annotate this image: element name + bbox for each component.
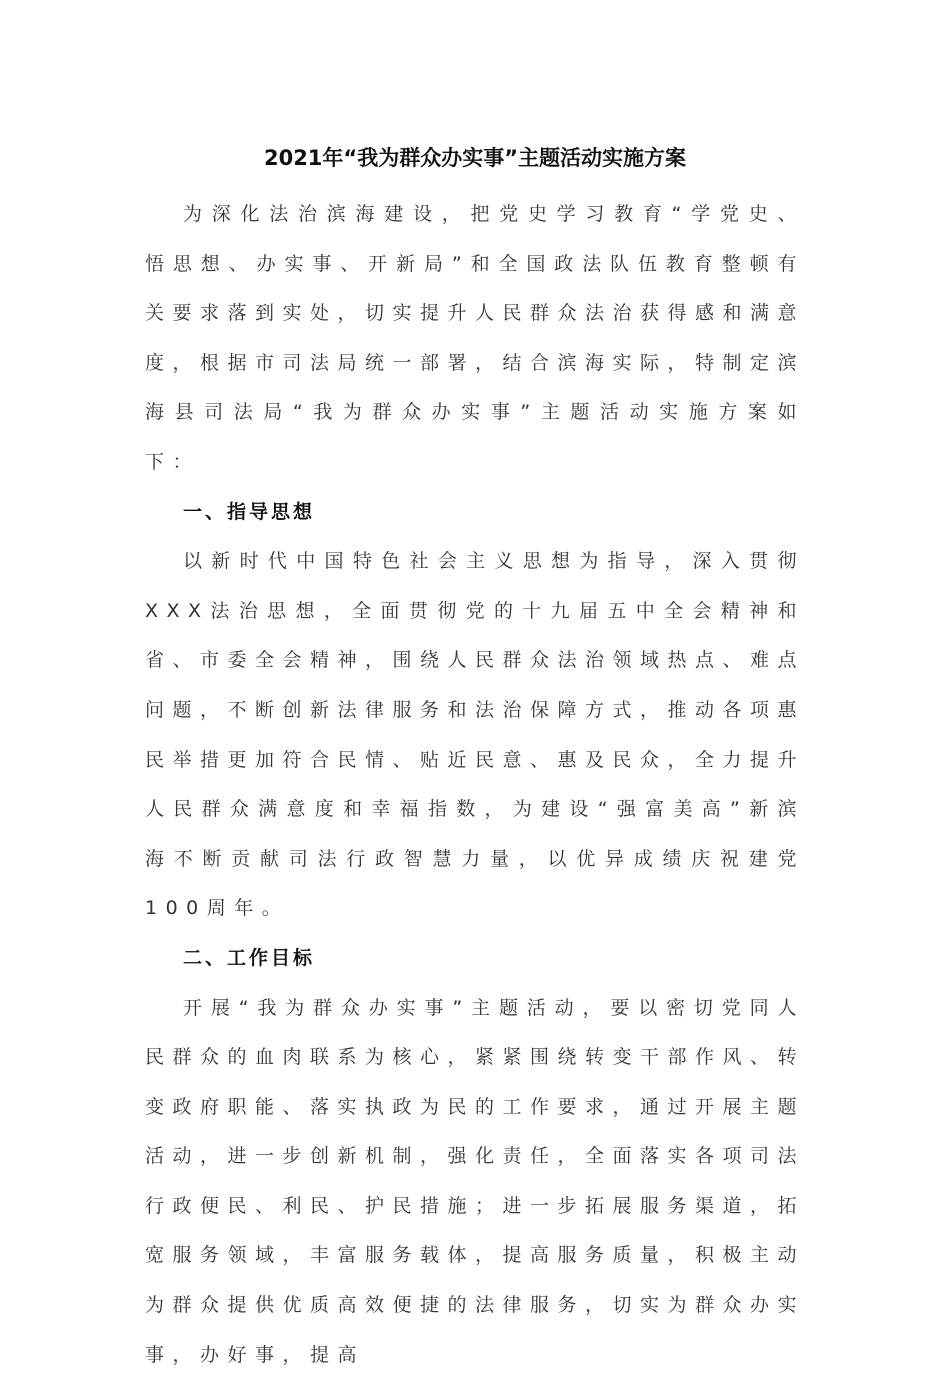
section-heading-guiding-thought: 一、指导思想 (145, 488, 805, 538)
work-goals-paragraph: 开展“我为群众办实事”主题活动，要以密切党同人民群众的血肉联系为核心，紧紧围绕转变干部作风、转变政府职能、落实执政为民的工作要求，通过开展主题活动，进一步创新机制，强化责任，全面落实各项司法行政便民、利民、护民措施；进一步拓展服务渠道，拓宽服务领域，丰富服务载体，提高服务质量，积极主动为群众提供优质高效便捷的法律服务，切实为群众办实事，办好事，提高 (145, 984, 805, 1380)
document-title: 2021年“我为群众办实事”主题活动实施方案 (145, 140, 805, 176)
intro-paragraph: 为深化法治滨海建设，把党史学习教育“学党史、悟思想、办实事、开新局”和全国政法队伍教育整顿有关要求落到实处，切实提升人民群众法治获得感和满意度，根据市司法局统一部署，结合滨海实际，特制定滨海县司法局“我为群众办实事”主题活动实施方案如下： (145, 190, 805, 488)
document-body (145, 190, 805, 1380)
section-heading-work-goals: 二、工作目标 (145, 934, 805, 984)
guiding-thought-paragraph: 以新时代中国特色社会主义思想为指导，深入贯彻XXX法治思想，全面贯彻党的十九届五中全会精神和省、市委全会精神，围绕人民群众法治领域热点、难点问题，不断创新法律服务和法治保障方式，推动各项惠民举措更加符合民情、贴近民意、惠及民众，全力提升人民群众满意度和幸福指数，为建设“强富美高”新滨海不断贡献司法行政智慧力量，以优异成绩庆祝建党100周年。 (145, 537, 805, 934)
